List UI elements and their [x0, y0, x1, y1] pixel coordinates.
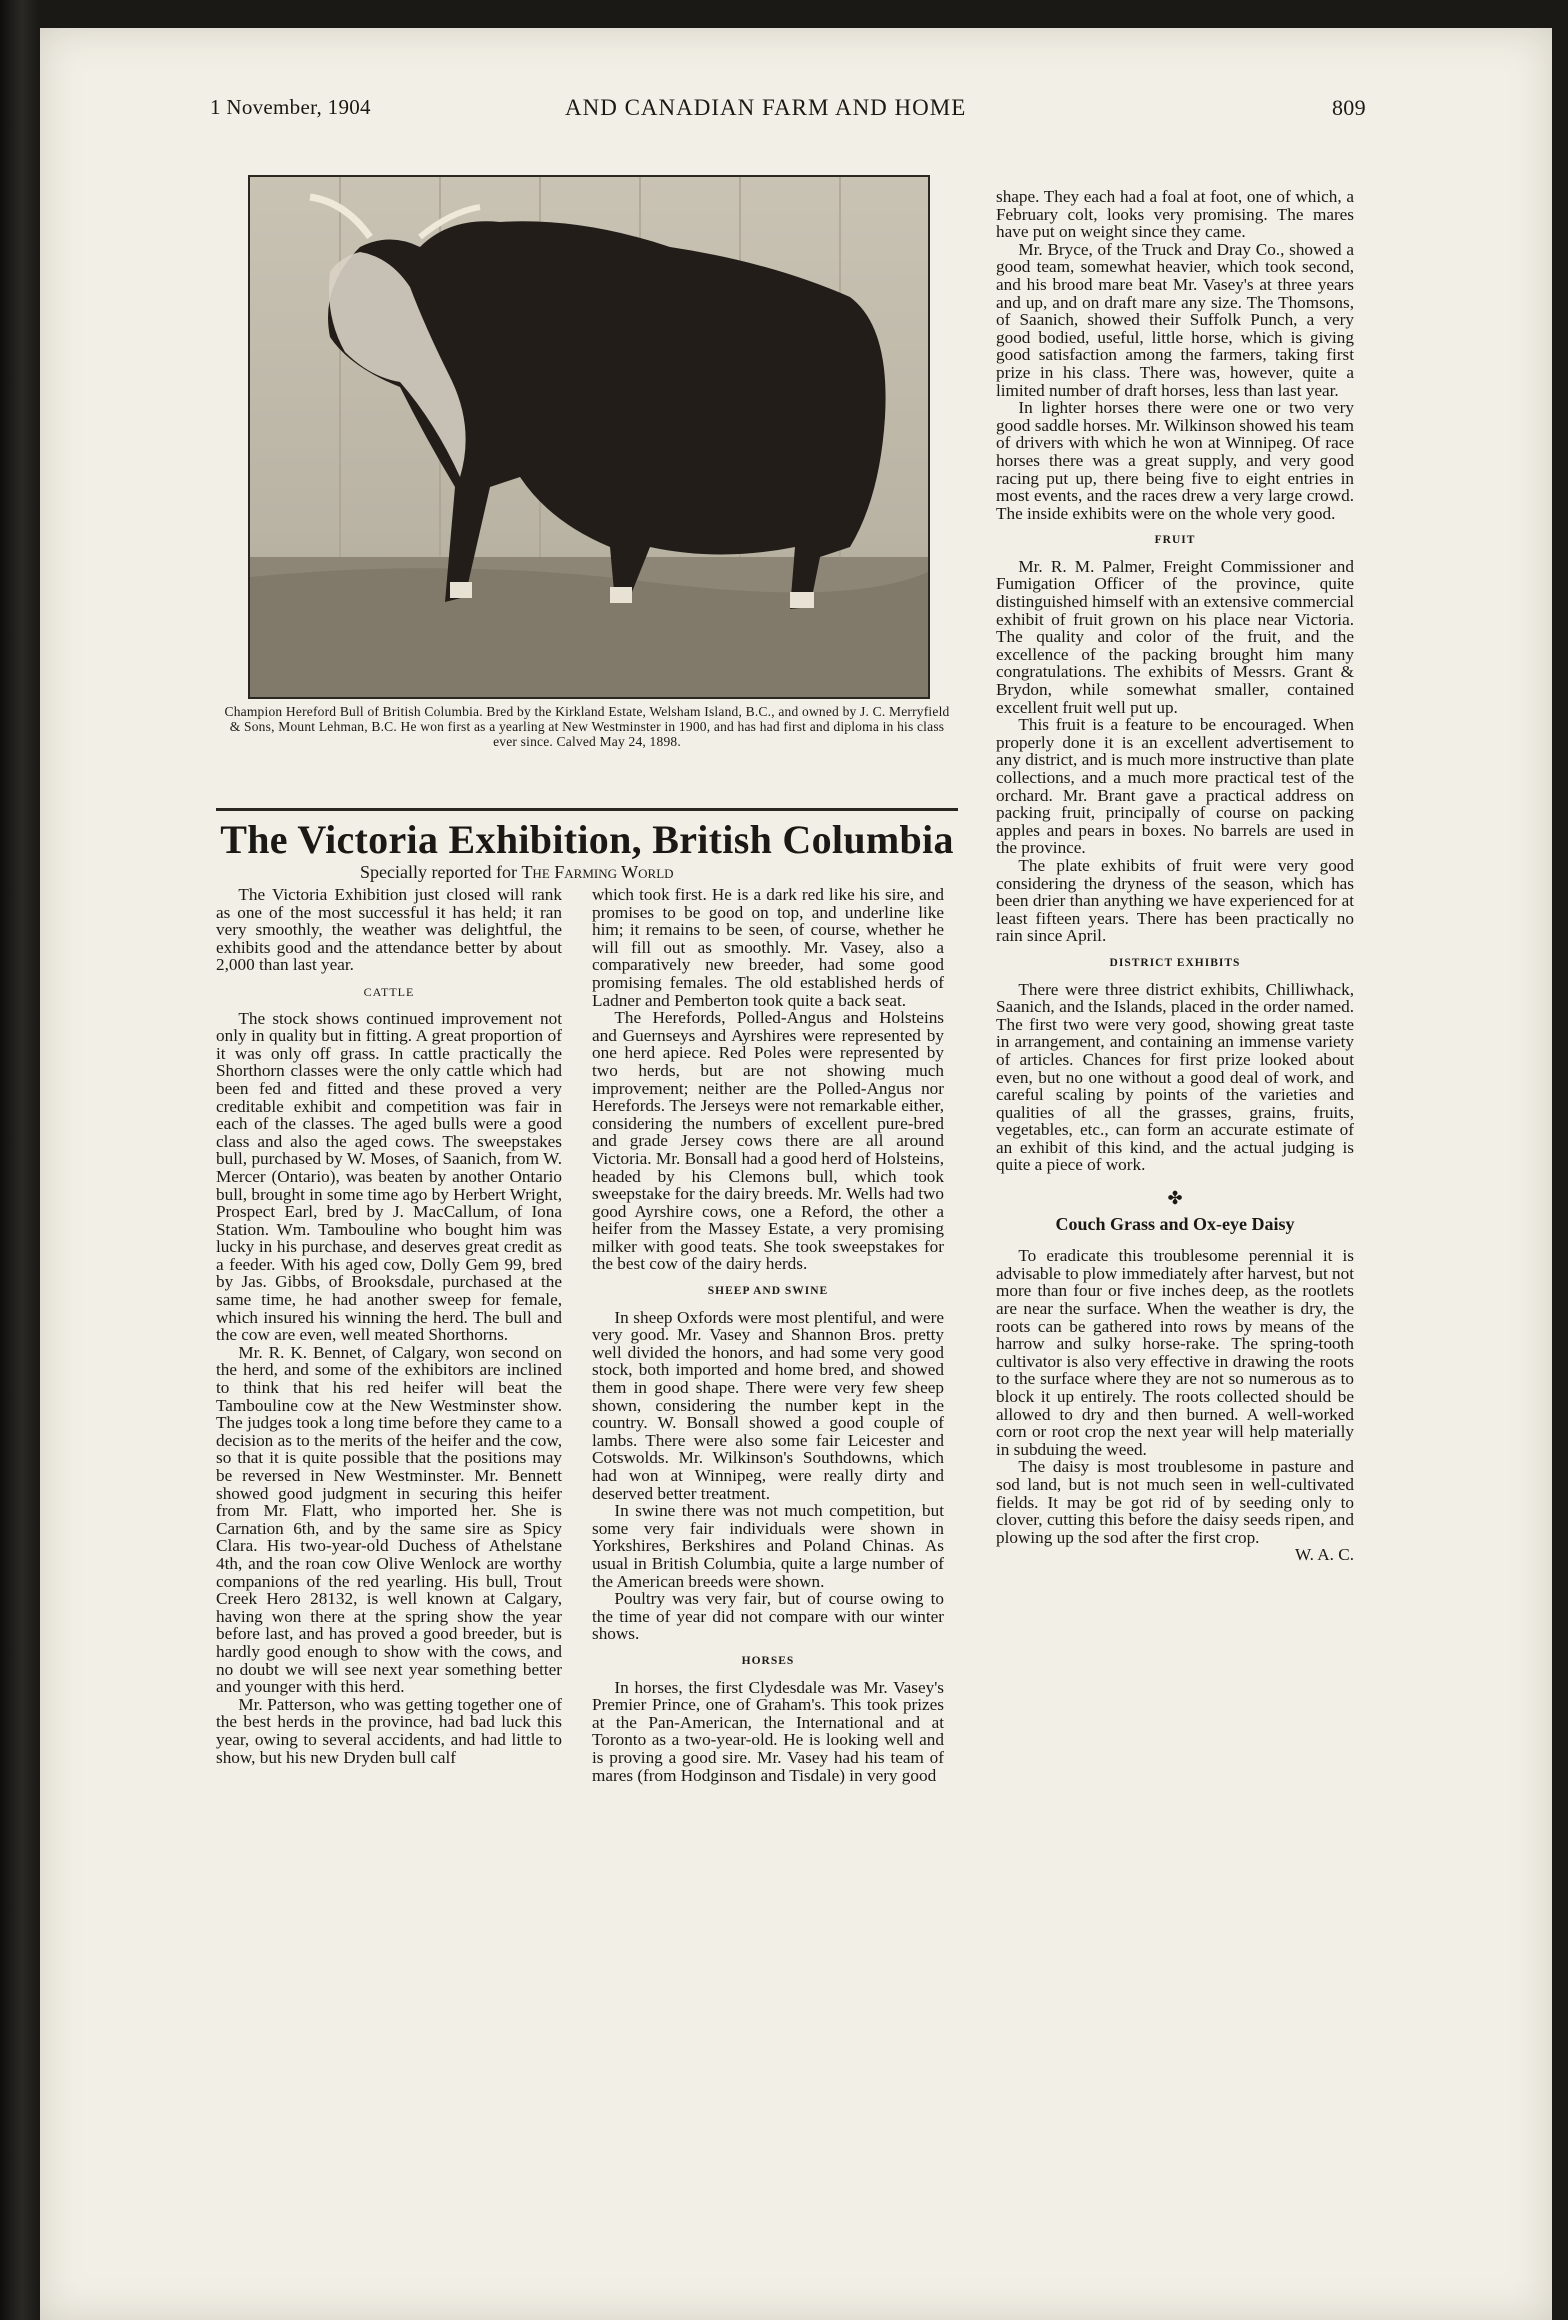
section-heading-district-exhibits: DISTRICT EXHIBITS: [1109, 956, 1241, 969]
byline-prefix: Specially reported for: [360, 862, 517, 882]
paragraph: Mr. Bryce, of the Truck and Dray Co., showed a good team, somewhat heavier, which took second, and his brood mare beat Mr. Vasey's at three years and up, and on draft mare any size. The Thomsons, of Saanich, showed their Suffolk Punch, a very good bodied, useful, little horse, which is giving good satisfaction among the farmers, taking first prize in his class. There was, however, quite a limited number of draft horses, less than last year.: [996, 239, 1354, 400]
photo-caption: Champion Hereford Bull of British Columbia. Bred by the Kirkland Estate, Welsham Island, B.C., and owned by J. C. Merryfield & Sons, Mount Lehman, B.C. He won first as a yearling at New Westminster in 1900, and has had first and diploma in his class ever since. Calved May 24, 1898.: [224, 704, 950, 749]
ornament-icon: ✤: [1167, 1188, 1183, 1209]
article-column-2: [592, 886, 944, 1784]
issue-date: 1 November, 1904: [210, 95, 371, 119]
paragraph: In swine there was not much competition, but some very fair individuals were shown in Yorkshires, Berkshires and Poland Chinas. As usual in British Columbia, quite a large number of the American breeds were shown.: [592, 1501, 944, 1591]
paragraph: To eradicate this troublesome perennial it is advisable to plow immediately after harvest, but not more than four or five inches deep, as the rootlets are near the surface. When the weather is dry, the roots can be gathered into rows by means of the harrow and sulky horse-rake. The spring-tooth cultivator is also very effective in drawing the roots to the surface where they are not so numerous as to block it up entirely. The roots collected should be allowed to dry and then burned. A well-worked corn or root crop the next year will help materially in subduing the weed.: [996, 1246, 1354, 1459]
page-number: 809: [1332, 95, 1366, 120]
publication-running-head: AND CANADIAN FARM AND HOME: [565, 95, 967, 120]
paragraph: Mr. R. M. Palmer, Freight Commissioner and Fumigation Officer of the province, quite distinguished himself with an extensive commercial exhibit of fruit grown on his place near Victoria. The quality and color of the fruit, and the excellence of the packing brought him many congratulations. The exhibits of Messrs. Grant & Brydon, while somewhat smaller, contained excellent fruit well put up.: [996, 556, 1354, 717]
paragraph: Mr. R. K. Bennet, of Calgary, won second on the herd, and some of the exhibitors are inclined to think that his red heifer will beat the Tambouline cow at the New Westminster show. The judges took a long time before they came to a decision as to the merits of the heifer and the cow, so that it is quite possible that the positions may be reversed in New Westminster. Mr. Bennett showed good judgment in securing this heifer from Mr. Flatt, who imported her. She is Carnation 6th, and by the same sire as Spicy Clara. His two-year-old Duchess of Athelstane 4th, and the roan cow Olive Wenlock are worthy companions of the red yearling. His bull, Trout Creek Hero 28132, is well known at Calgary, having won there at the spring show the year before last, and has proved a good breeder, but is hardly good enough to show with the cows, and no doubt we will see next year something better and younger with this herd.: [216, 1342, 562, 1697]
paragraph: There were three district exhibits, Chilliwhack, Saanich, and the Islands, placed in the order named. The first two were very good, showing great taste in arrangement, and containing an immense variety of articles. Chances for first prize looked about even, but no one without a good deal of work, and careful scaling by points of the varieties and qualities of all the grasses, grains, fruits, vegetables, etc., can form an accurate estimate of an exhibit of this kind, and the actual judging is quite a piece of work.: [996, 979, 1354, 1175]
section-heading-horses: HORSES: [741, 1654, 795, 1667]
section-heading-sheep-and-swine: SHEEP AND SWINE: [707, 1285, 829, 1298]
byline-publication: The Farming World: [521, 862, 674, 882]
article-column-3: [996, 188, 1354, 1564]
section-heading-cattle: CATTLE: [363, 984, 415, 999]
paragraph: The stock shows continued improvement not only in quality but in fitting. A great proportion of it was only off grass. In cattle practically the Shorthorn classes were the only cattle which had been fed and fitted and these proved a very creditable exhibit and competition was fair in each of the classes. The aged bulls were a good class and also the aged cows. The sweepstakes bull, purchased by W. Moses, of Saanich, from W. Mercer (Ontario), was beaten by another Ontario bull, brought in some time ago by Herbert Wright, Prospect Earl, bred by J. MacCallum, of Iona Station. Wm. Tambouline who bought him was lucky in his purchase, and deserves great credit as a feeder. With his aged cow, Dolly Gem 99, bred by Jas. Gibbs, of Brooksdale, purchased at the same time, he had another sweep for female, which insured his winning the herd. The bull and the cow are even, well meated Shorthorns.: [216, 1008, 562, 1345]
paragraph: Mr. Patterson, who was getting together one of the best herds in the province, had bad luck this year, owing to several accidents, and had little to show, but his new Dryden bull calf: [216, 1694, 562, 1767]
paragraph: Poultry was very fair, but of course owing to the time of year did not compare with our winter shows.: [592, 1589, 944, 1644]
article-headline: The Victoria Exhibition, British Columbia: [220, 817, 954, 862]
headline-rule: [216, 808, 958, 811]
paragraph: which took first. He is a dark red like his sire, and promises to be good on top, and underline like him; it remains to be seen, of course, whether he will fill out as smoothly. Mr. Vasey, also a comparatively new breeder, had some good promising females. The old established herds of Ladner and Pemberton took quite a back seat.: [592, 885, 944, 1010]
paragraph: shape. They each had a foal at foot, one of which, a February colt, looks very promising. The mares have put on weight since they came.: [996, 187, 1354, 242]
article-column-1: [216, 886, 562, 1766]
hereford-bull-photograph: [248, 175, 930, 699]
author-signature: W. A. C.: [1294, 1545, 1354, 1565]
paragraph: This fruit is a feature to be encouraged. When properly done it is an excellent advertisement to any district, and is much more instructive than plate collections, and a much more practical test of the orchard. Mr. Brant gave a practical address on packing fruit, principally of course on packing apples and pears in boxes. No barrels are used in the province.: [996, 715, 1354, 858]
bull-illustration: [250, 177, 928, 697]
paragraph: The daisy is most troublesome in pasture and sod land, but is not much seen in well-cultivated fields. It may be got rid of by seeding only to clover, cutting this before the daisy seeds ripen, and plowing up the sod after the first crop.: [996, 1457, 1354, 1547]
section-heading-fruit: FRUIT: [1154, 534, 1196, 547]
paragraph: The plate exhibits of fruit were very good considering the dryness of the season, which has been drier than anything we have experienced for at least fifteen years. There has been practically no rain since April.: [996, 855, 1354, 946]
sidebar-article-title: Couch Grass and Ox-eye Daisy: [1055, 1213, 1295, 1234]
article-byline: [360, 862, 674, 883]
paragraph: In sheep Oxfords were most plentiful, and were very good. Mr. Vasey and Shannon Bros. pretty well divided the honors, and had some very good stock, both imported and home bred, and showed them in good shape. There were very few sheep shown, considering the number kept in the country. W. Bonsall showed a good couple of lambs. There were also some fair Leicester and Cotswolds. Mr. Wilkinson's Southdowns, which had won at Winnipeg, were really dirty and deserved better treatment.: [592, 1307, 944, 1503]
paragraph: The Victoria Exhibition just closed will rank as one of the most successful it has held; it ran very smoothly, the weather was delightful, the exhibits good and the attendance better by about 2,000 than last year.: [216, 885, 562, 975]
paragraph: In horses, the first Clydesdale was Mr. Vasey's Premier Prince, one of Graham's. This took prizes at the Pan-American, the International and at Toronto as a two-year-old. He is looking well and is proving a good sire. Mr. Vasey had his team of mares (from Hodginson and Tisdale) in very good: [592, 1677, 944, 1785]
paragraph: In lighter horses there were one or two very good saddle horses. Mr. Wilkinson showed his team of drivers with which he won at Winnipeg. Of race horses there was a great supply, and very good racing put up, there being five to eight entries in most events, and the races drew a very large crowd. The inside exhibits were on the whole very good.: [996, 398, 1354, 523]
paragraph: The Herefords, Polled-Angus and Holsteins and Guernseys and Ayrshires were represented by one herd apiece. Red Poles were represented by two herds, but are not showing much improvement; neither are the Polled-Angus nor Herefords. The Jerseys were not remarkable either, considering the numbers of excellent pure-bred and grade Jersey cows there are all around Victoria. Mr. Bonsall had a good herd of Holsteins, headed by his Clemons bull, which took sweepstake for the dairy breeds. Mr. Wells had two good Ayrshire cows, one a Reford, the other a heifer from the Massey Estate, a very promising milker with good teats. She took sweepstakes for the best cow of the dairy herds.: [592, 1008, 944, 1274]
